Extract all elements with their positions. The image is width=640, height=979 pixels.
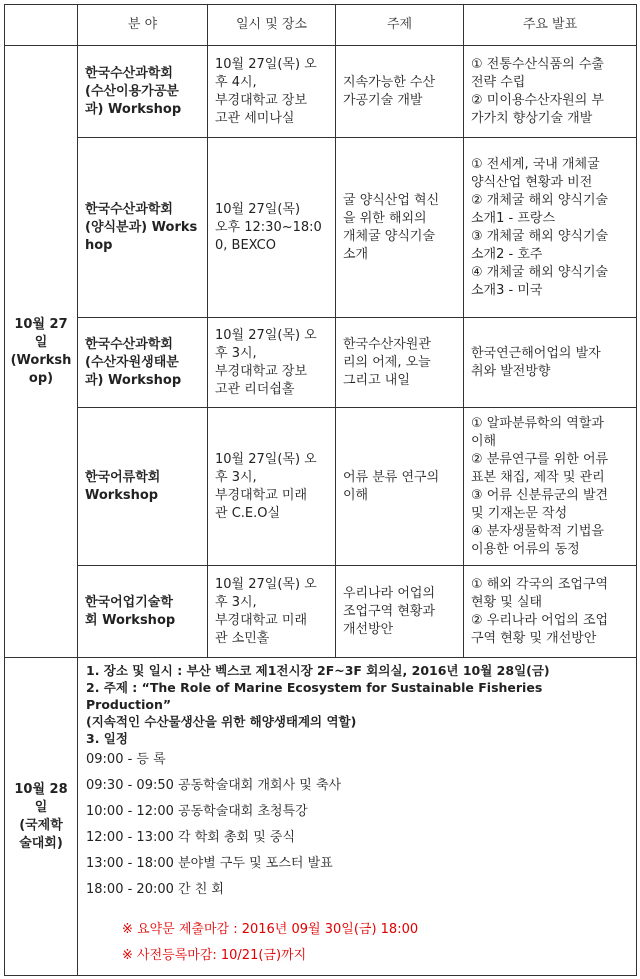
topic-cell: 굴 양식산업 혁신 을 위한 해외의 개체굴 양식기술 소개 bbox=[336, 138, 464, 318]
day1-label: 10월 27 일 (Worksh op) bbox=[5, 46, 78, 658]
schedule-item: 10:00 - 12:00 공동학술대회 초청특강 bbox=[86, 804, 308, 819]
program-table bbox=[4, 4, 637, 976]
header-topic: 주제 bbox=[336, 5, 464, 46]
header-row bbox=[5, 5, 637, 46]
table-row bbox=[5, 138, 637, 318]
topic-cell: 우리나라 어업의 조업구역 현황과 개선방안 bbox=[336, 566, 464, 658]
presentation-cell: ① 전통수산식품의 수출 전략 수립 ② 미이용수산자원의 부 가가치 향상기술 개발 bbox=[464, 46, 637, 138]
datetime-cell: 10월 27일(목) 오 후 3시, 부경대학교 미래 관 C.E.O실 bbox=[208, 408, 336, 566]
presentation-cell: ① 해외 각국의 조업구역 현황 및 실태 ② 우리나라 어업의 조업 구역 현황 및 개선방안 bbox=[464, 566, 637, 658]
datetime-cell: 10월 27일(목) 오 후 4시, 부경대학교 장보 고관 세미나실 bbox=[208, 46, 336, 138]
datetime-cell: 10월 27일(목) 오 후 3시, 부경대학교 미래 관 소민홀 bbox=[208, 566, 336, 658]
table-row bbox=[5, 658, 637, 976]
header-day bbox=[5, 5, 78, 46]
society-cell: 한국어업기술학 회 Workshop bbox=[78, 566, 208, 658]
theme-translation: (지속적인 수산물생산을 위한 해양생태계의 역할) bbox=[86, 714, 357, 729]
schedule-item: 12:00 - 13:00 각 학회 총회 및 중식 bbox=[86, 830, 296, 845]
society-cell: 한국수산과학회 (수산자원생태분 과) Workshop bbox=[78, 318, 208, 408]
datetime-cell: 10월 27일(목) 오 후 3시, 부경대학교 장보 고관 리더쉽홀 bbox=[208, 318, 336, 408]
header-presentation: 주요 발표 bbox=[464, 5, 637, 46]
topic-cell: 지속가능한 수산 가공기술 개발 bbox=[336, 46, 464, 138]
schedule-item: 09:00 - 등 록 bbox=[86, 752, 166, 767]
registration-deadline: ※ 사전등록마감: 10/21(금)까지 bbox=[122, 948, 307, 963]
society-cell: 한국수산과학회 (수산이용가공분 과) Workshop bbox=[78, 46, 208, 138]
topic-cell: 한국수산자원관 리의 어제, 오늘 그리고 내일 bbox=[336, 318, 464, 408]
society-cell: 한국수산과학회 (양식분과) Works hop bbox=[78, 138, 208, 318]
table-row bbox=[5, 566, 637, 658]
datetime-cell: 10월 27일(목) 오후 12:30~18:0 0, BEXCO bbox=[208, 138, 336, 318]
theme-line: 2. 주제 : “The Role of Marine Ecosystem for Sustainable Fisheries Production” bbox=[86, 680, 543, 712]
table-row bbox=[5, 408, 637, 566]
day2-label: 10월 28 일 (국제학 술대회) bbox=[5, 658, 78, 976]
abstract-deadline: ※ 요약문 제출마감 : 2016년 09월 30일(금) 18:00 bbox=[122, 922, 419, 937]
presentation-cell: ① 알파분류학의 역할과 이해 ② 분류연구를 위한 어류 표본 채집, 제작 및 관리 ③ 어류 신분류군의 발견 및 기재논문 작성 ④ 분자생물학적 기법을 이용한 어류의 동정 bbox=[464, 408, 637, 566]
schedule-item: 18:00 - 20:00 간 친 회 bbox=[86, 882, 224, 897]
schedule-item: 09:30 - 09:50 공동학술대회 개회사 및 축사 bbox=[86, 778, 342, 793]
schedule-item: 13:00 - 18:00 분야별 구두 및 포스터 발표 bbox=[86, 856, 333, 871]
table-row bbox=[5, 318, 637, 408]
topic-cell: 어류 분류 연구의 이해 bbox=[336, 408, 464, 566]
presentation-cell: 한국연근해어업의 발자 취와 발전방향 bbox=[464, 318, 637, 408]
header-datetime: 일시 및 장소 bbox=[208, 5, 336, 46]
society-cell: 한국어류학회 Workshop bbox=[78, 408, 208, 566]
venue-line: 1. 장소 및 일시 : 부산 벡스코 제1전시장 2F~3F 회의실, 2016년 10월 28일(금) bbox=[86, 663, 550, 678]
conference-summary bbox=[78, 658, 637, 976]
schedule-heading: 3. 일정 bbox=[86, 731, 128, 746]
presentation-cell: ① 전세계, 국내 개체굴 양식산업 현황과 비전 ② 개체굴 해외 양식기술 소개1 - 프랑스 ③ 개체굴 해외 양식기술 소개2 - 호주 ④ 개체굴 해외 양식기술 소개3 - 미국 bbox=[464, 138, 637, 318]
header-field: 분 야 bbox=[78, 5, 208, 46]
table-row bbox=[5, 46, 637, 138]
